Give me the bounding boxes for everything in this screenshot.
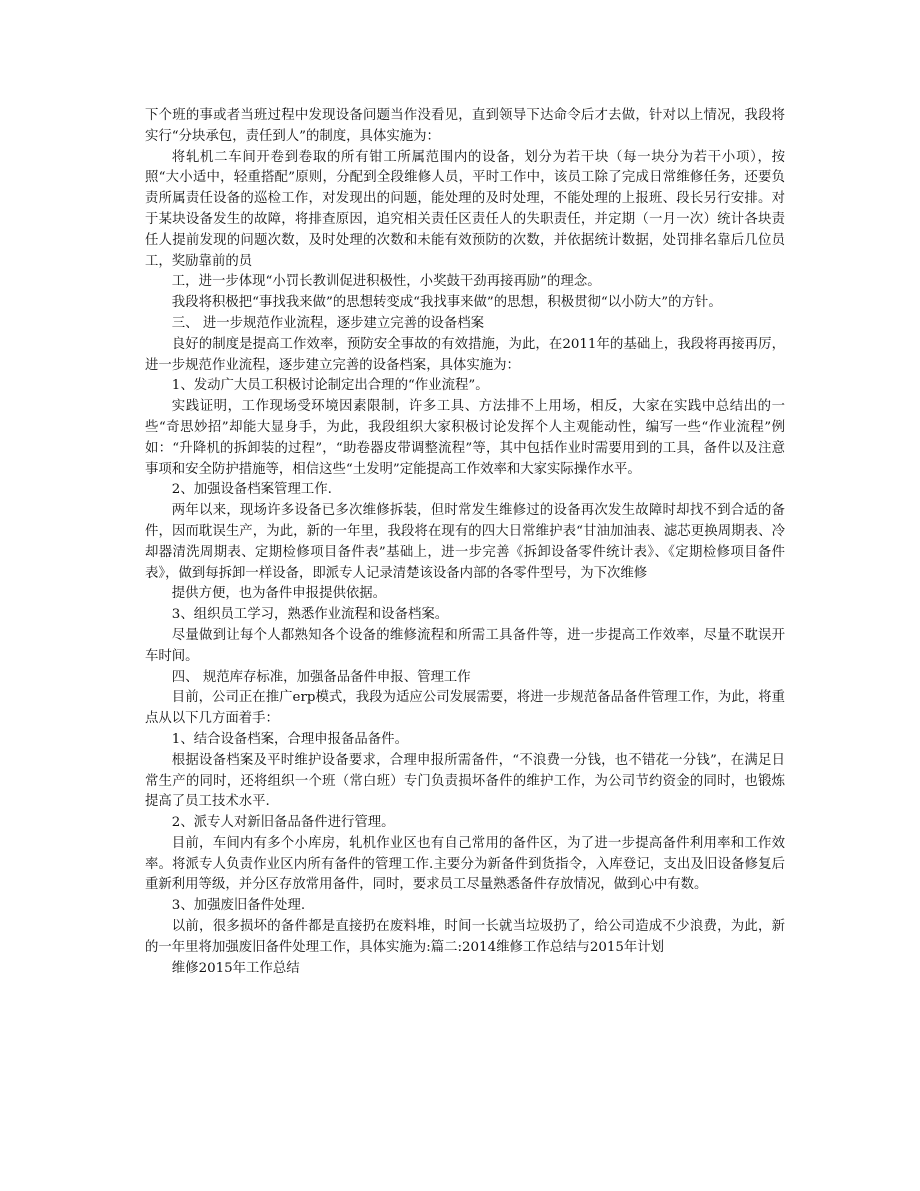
subheading: 1、发动广大员工积极讨论制定出合理的“作业流程”。 bbox=[171, 378, 489, 394]
paragraph: 提供方便，也为备件申报提供依据。 bbox=[171, 586, 387, 602]
paragraph: 良好的制度是提高工作效率，预防安全事故的有效措施，为此，在2011年的基础上，我段将再接再厉，进一步规范作业流程，逐步建立完善的设备档案，具体实施为： bbox=[145, 336, 785, 373]
subheading: 2、派专人对新旧备品备件进行管理。 bbox=[171, 815, 395, 831]
subheading: 3、加强废旧备件处理. bbox=[171, 898, 306, 914]
paragraph: 以前，很多损坏的备件都是直接扔在废料堆，时间一长就当垃圾扔了，给公司造成不少浪费，为此，新的一年里将加强废旧备件处理工作，具体实施为:篇二:2014维修工作总结与2015年计划 bbox=[145, 919, 785, 955]
paragraph: 下个班的事或者当班过程中发现设备问题当作没看见，直到领导下达命令后才去做，针对以上情况，我段将实行“分块承包，责任到人”的制度，具体实施为： bbox=[145, 108, 785, 144]
document-body bbox=[145, 106, 785, 979]
section-heading: 三、 进一步规范作业流程，逐步建立完善的设备档案 bbox=[171, 315, 485, 331]
paragraph: 根据设备档案及平时维护设备要求，合理申报所需备件，“不浪费一分钱，也不错花一分钱”，在满足日常生产的同时，还将组织一个班（常白班）专门负责损坏备件的维护工作，为公司节约资金的同时，也锻炼提高了员工技术水平. bbox=[145, 752, 785, 810]
paragraph: 实践证明，工作现场受环境因素限制，许多工具、方法排不上用场，相反，大家在实践中总结出的一些“奇思妙招”却能大显身手，为此，我段组织大家积极讨论发挥个人主观能动性，编写一些“作业流程”例如：“升降机的拆卸装的过程”，“助卷器皮带调整流程”等，其中包括作业时需要用到的工具，备件以及注意事项和安全防护措施等，相信这些“土发明”定能提高工作效率和大家实际操作水平。 bbox=[145, 399, 785, 477]
paragraph: 维修2015年工作总结 bbox=[171, 960, 300, 976]
subheading: 2、加强设备档案管理工作. bbox=[171, 482, 332, 498]
paragraph: 尽量做到让每个人都熟知各个设备的维修流程和所需工具备件等，进一步提高工作效率，尽量不耽误开车时间。 bbox=[145, 627, 785, 664]
paragraph: 将轧机二车间开卷到卷取的所有钳工所属范围内的设备，划分为若干块（每一块分为若干小项），按照“大小适中，轻重搭配”原则，分配到全段维修人员，平时工作中，该员工除了完成日常维修任务，还要负责所属责任设备的巡检工作，对发现出的问题，能处理的及时处理，不能处理的上报班、段长另行安排。对于某块设备发生的故障，将排查原因，追究相关责任区责任人的失职责任，并定期（一月一次）统计各块责任人提前发现的问题次数，及时处理的次数和未能有效预防的次数，并依据统计数据，处罚排名靠后几位员工，奖励靠前的员 bbox=[145, 149, 785, 269]
paragraph: 目前，公司正在推广erp模式，我段为适应公司发展需要，将进一步规范备品备件管理工作，为此，将重点从以下几方面着手： bbox=[145, 690, 785, 727]
subheading: 1、结合设备档案，合理申报备品备件。 bbox=[171, 731, 408, 747]
section-heading: 四、 规范库存标准，加强备品备件申报、管理工作 bbox=[171, 669, 471, 685]
paragraph: 目前，车间内有多个小库房，轧机作业区也有自己常用的备件区，为了进一步提高备件利用率和工作效率。将派专人负责作业区内所有备件的管理工作.主要分为新备件到货指令，入库登记，支出及旧设备修复后重新利用等级，并分区存放常用备件，同时，要求员工尽量熟悉备件存放情况，做到心中有数。 bbox=[145, 835, 785, 893]
paragraph: 我段将积极把“事找我来做”的思想转变成“我找事来做”的思想，积极贯彻“以小防大”的方针。 bbox=[171, 295, 722, 311]
paragraph: 两年以来，现场许多设备已多次维修拆装，但时常发生维修过的设备再次发生故障时却找不到合适的备件，因而耽误生产，为此，新的一年里，我段将在现有的四大日常维护表“甘油加油表、滤芯更换周期表、冷却器清洗周期表、定期检修项目备件表”基础上，进一步完善《拆卸设备零件统计表》、《定期检修项目备件表》，做到每拆卸一样设备，即派专人记录清楚该设备内部的各零件型号，为下次维修 bbox=[145, 503, 785, 581]
paragraph: 工，进一步体现“小罚长教训促进积极性，小奖鼓干劲再接再励”的理念。 bbox=[171, 274, 601, 290]
subheading: 3、组织员工学习，熟悉作业流程和设备档案。 bbox=[171, 607, 449, 623]
